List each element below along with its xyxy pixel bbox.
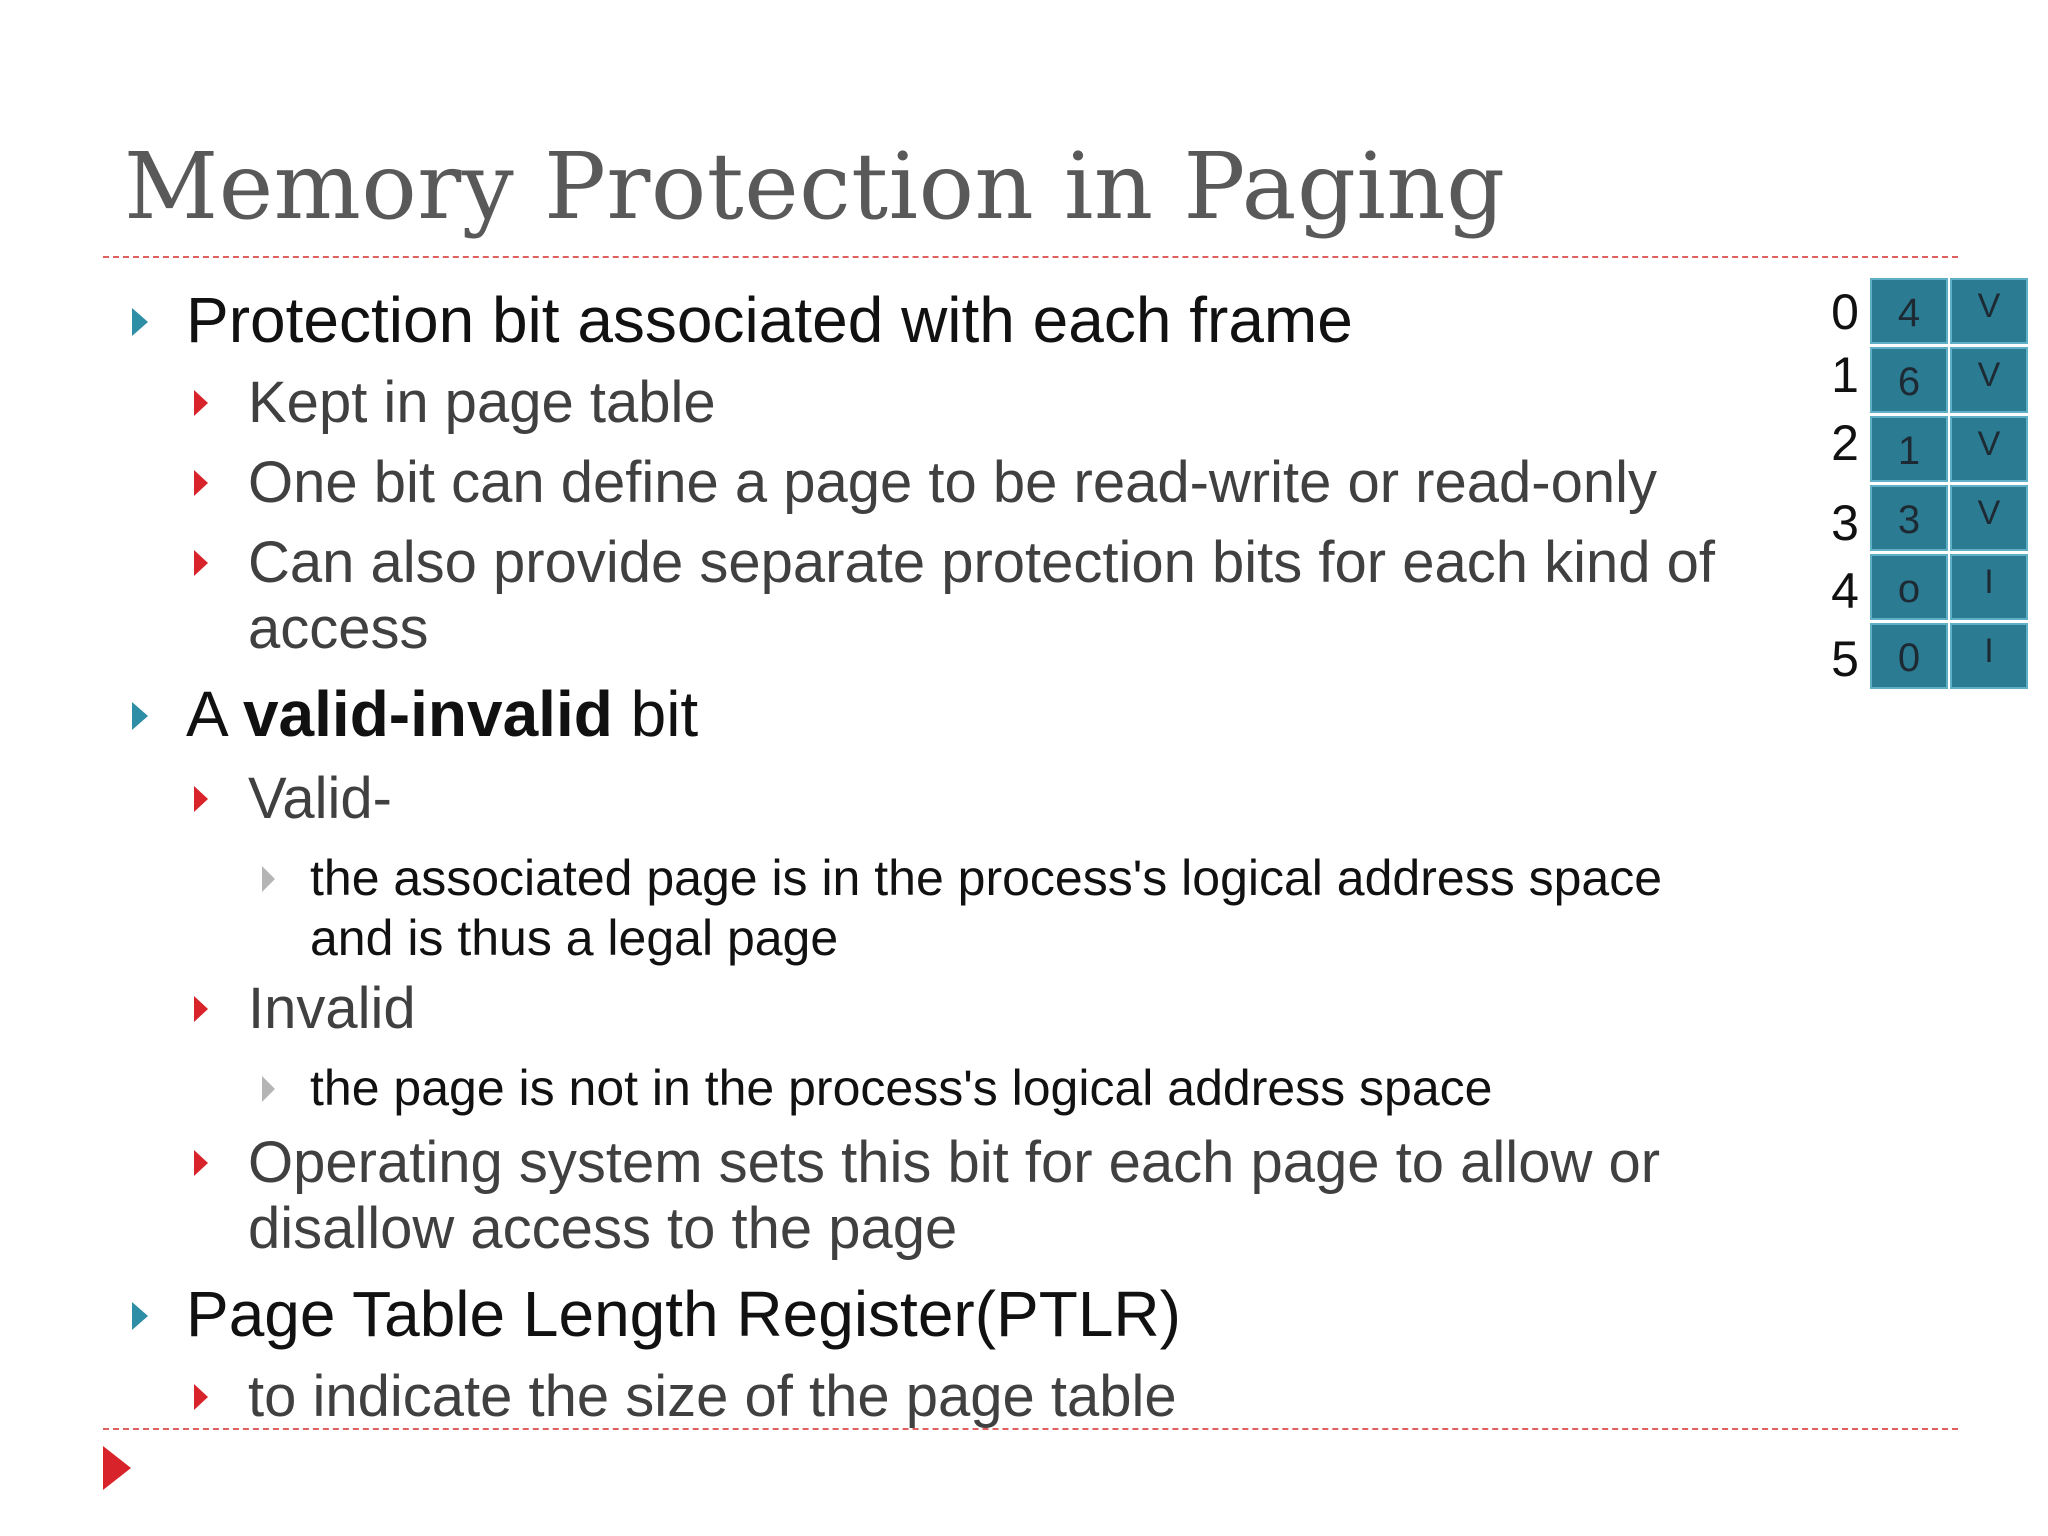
frame-cell: 1 bbox=[1870, 416, 1948, 482]
bullet-os-sets-bit: Operating system sets this bit for each page to allow or disallow access to the page bbox=[248, 1130, 1660, 1261]
bullet-marker-icon bbox=[132, 702, 148, 730]
bullet-marker-icon bbox=[132, 308, 148, 336]
bullet-marker-icon bbox=[262, 1076, 275, 1102]
bullet-marker-icon bbox=[194, 786, 208, 812]
page-index: 3 bbox=[1831, 495, 1859, 551]
footer-triangle-icon bbox=[103, 1446, 131, 1490]
bullet-marker-icon bbox=[194, 470, 208, 496]
frame-cell: 6 bbox=[1870, 347, 1948, 413]
bullet-marker-icon bbox=[194, 1150, 208, 1176]
bullet-valid-description: the associated page is in the process's logical address space and is thus a legal page bbox=[310, 848, 1662, 968]
bullet-marker-icon bbox=[194, 550, 208, 576]
bullet-ptlr-size: to indicate the size of the page table bbox=[248, 1364, 1177, 1430]
bullet-kept-in-page-table: Kept in page table bbox=[248, 370, 716, 436]
page-index: 5 bbox=[1831, 631, 1859, 687]
footer-divider bbox=[103, 1428, 1958, 1430]
bullet-invalid: Invalid bbox=[248, 976, 416, 1042]
valid-bit-cell: I bbox=[1950, 623, 2028, 689]
bullet-valid-invalid-bit: A valid-invalid bit bbox=[186, 682, 698, 746]
frame-cell: 0 bbox=[1870, 623, 1948, 689]
valid-bit-cell: V bbox=[1950, 347, 2028, 413]
bullet-separate-protection-bits: Can also provide separate protection bits for each kind of access bbox=[248, 530, 1715, 661]
valid-bit-cell: V bbox=[1950, 485, 2028, 551]
bullet-marker-icon bbox=[194, 1384, 208, 1410]
bullet-marker-icon bbox=[194, 390, 208, 416]
page-index: 1 bbox=[1831, 347, 1859, 403]
frame-cell: 4 bbox=[1870, 278, 1948, 344]
valid-bit-cell: V bbox=[1950, 416, 2028, 482]
bullet-marker-icon bbox=[194, 996, 208, 1022]
frame-cell: 3 bbox=[1870, 485, 1948, 551]
page-index: 4 bbox=[1831, 563, 1859, 619]
page-index: 0 bbox=[1831, 284, 1859, 340]
bullet-one-bit: One bit can define a page to be read-write or read-only bbox=[248, 450, 1657, 516]
frame-cell: o bbox=[1870, 554, 1948, 620]
page-index: 2 bbox=[1831, 415, 1859, 471]
bullet-valid: Valid- bbox=[248, 766, 392, 832]
bullet-protection-bit: Protection bit associated with each frame bbox=[186, 288, 1353, 352]
bullet-ptlr: Page Table Length Register(PTLR) bbox=[186, 1282, 1181, 1346]
slide-title: Memory Protection in Paging bbox=[124, 133, 1506, 240]
title-divider bbox=[103, 256, 1958, 258]
valid-bit-cell: V bbox=[1950, 278, 2028, 344]
valid-bit-cell: I bbox=[1950, 554, 2028, 620]
bullet-marker-icon bbox=[262, 866, 275, 892]
bullet-marker-icon bbox=[132, 1302, 148, 1330]
bullet-invalid-description: the page is not in the process's logical address space bbox=[310, 1058, 1492, 1118]
